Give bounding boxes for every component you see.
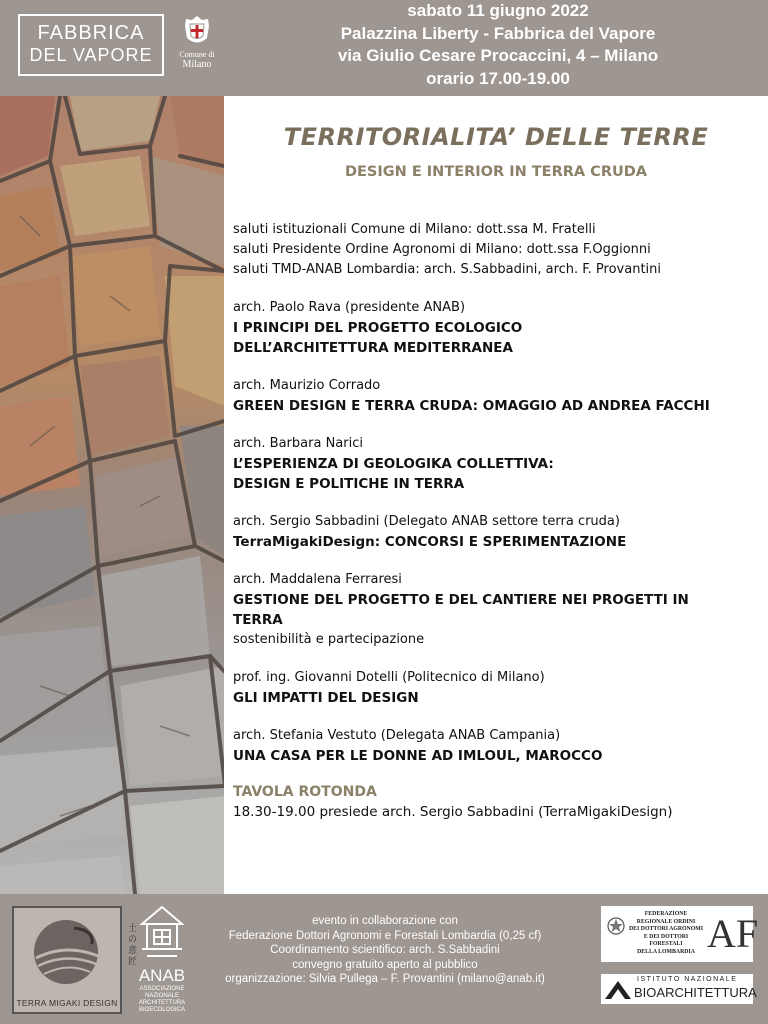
talk-title: TERRA bbox=[233, 612, 283, 628]
page-title: TERRITORIALITA’ DELLE TERRE bbox=[283, 123, 709, 151]
federazione-agronomi-logo bbox=[601, 906, 759, 962]
talk-speaker: prof. ing. Giovanni Dotelli (Politecnico di Milano) bbox=[233, 670, 545, 685]
talk-speaker: arch. Barbara Narici bbox=[233, 436, 363, 451]
talk-speaker: arch. Stefania Vestuto (Delegata ANAB Campania) bbox=[233, 728, 561, 743]
talk-item bbox=[233, 570, 765, 650]
anab-sub-line: ARCHITETTURA bbox=[138, 1000, 186, 1006]
talk-title: GREEN DESIGN E TERRA CRUDA: OMAGGIO AD ANDREA FACCHI bbox=[233, 398, 710, 414]
collab-line: evento in collaborazione con bbox=[312, 915, 458, 927]
tmd-emblem-icon bbox=[14, 908, 120, 996]
talk-item bbox=[233, 726, 765, 766]
talk-speaker: arch. Paolo Rava (presidente ANAB) bbox=[233, 300, 466, 315]
greeting-line: saluti Presidente Ordine Agronomi di Milano: dott.ssa F.Oggionni bbox=[233, 242, 651, 257]
inbar-roof-icon bbox=[603, 977, 633, 1001]
talk-item bbox=[233, 434, 765, 494]
talk-title: L’ESPERIENZA DI GEOLOGIKA COLLETTIVA: bbox=[233, 456, 554, 472]
talk-item bbox=[233, 512, 765, 552]
logo-line-1: FABBRICA bbox=[37, 22, 145, 44]
talk-item bbox=[233, 376, 765, 416]
inbar-line-1: ISTITUTO NAZIONALE bbox=[637, 976, 738, 983]
event-venue: Palazzina Liberty - Fabbrica del Vapore bbox=[340, 23, 656, 43]
collaboration-info bbox=[190, 914, 580, 987]
anab-sub-line: NAZIONALE bbox=[144, 993, 179, 999]
event-address: via Giulio Cesare Procaccini, 4 – Milano bbox=[337, 46, 659, 65]
talk-title: I PRINCIPI DEL PROGETTO ECOLOGICO bbox=[233, 320, 523, 336]
event-date: sabato 11 giugno 2022 bbox=[407, 1, 589, 20]
cracked-earth-image bbox=[0, 96, 224, 894]
greeting-line: saluti TMD-ANAB Lombardia: arch. S.Sabbadini, arch. F. Provantini bbox=[233, 262, 662, 277]
inbar-logo bbox=[601, 974, 757, 1004]
tmd-kanji: 土の意匠 bbox=[128, 924, 138, 967]
page-subtitle: DESIGN E INTERIOR IN TERRA CRUDA bbox=[344, 164, 648, 180]
federazione-text bbox=[629, 911, 703, 956]
anab-name: ANAB bbox=[138, 966, 186, 985]
anab-logo bbox=[134, 904, 190, 1016]
fed-line: REGIONALE ORDINI bbox=[636, 918, 696, 925]
event-hours: orario 17.00-19.00 bbox=[426, 68, 570, 88]
fed-line: DEI DOTTORI AGRONOMI bbox=[629, 926, 703, 932]
footer-band bbox=[0, 894, 768, 1024]
inbar-line-2: BIOARCHITETTURA bbox=[634, 985, 757, 1000]
talk-subtitle: sostenibilità e partecipazione bbox=[233, 632, 425, 647]
tmd-logo-text: TERRA MIGAKI DESIGN bbox=[16, 998, 118, 1008]
comune-line-2: Milano bbox=[182, 59, 212, 70]
roundtable-text: 18.30-19.00 presiede arch. Sergio Sabbadini (TerraMigakiDesign) bbox=[233, 804, 673, 820]
talk-speaker: arch. Maurizio Corrado bbox=[233, 378, 381, 393]
talk-title: GESTIONE DEL PROGETTO E DEL CANTIERE NEI PROGETTI IN bbox=[233, 592, 689, 608]
collab-line: organizzazione: Silvia Pullega – F. Provantini (milano@anab.it) bbox=[225, 973, 545, 985]
roundtable-label: TAVOLA ROTONDA bbox=[233, 784, 377, 800]
talk-item bbox=[233, 668, 765, 708]
greeting-line: saluti istituzionali Comune di Milano: dott.ssa M. Fratelli bbox=[233, 222, 596, 237]
program bbox=[233, 220, 765, 822]
event-info bbox=[268, 0, 728, 90]
fed-line: FEDERAZIONE bbox=[644, 911, 688, 917]
terra-migaki-design-logo bbox=[12, 906, 122, 1014]
talk-title: TerraMigakiDesign: CONCORSI E SPERIMENTAZIONE bbox=[233, 534, 627, 550]
republic-emblem-icon bbox=[607, 916, 625, 936]
fed-line: DELLA LOMBARDIA bbox=[637, 948, 695, 955]
talk-title: GLI IMPATTI DEL DESIGN bbox=[233, 690, 419, 706]
collab-line: convegno gratuito aperto al pubblico bbox=[292, 958, 478, 971]
header-band bbox=[0, 0, 768, 96]
greetings bbox=[233, 220, 765, 280]
talk-title: DESIGN E POLITICHE IN TERRA bbox=[233, 476, 465, 492]
talk-title: UNA CASA PER LE DONNE AD IMLOUL, MAROCCO bbox=[233, 748, 603, 764]
logo-line-2: DEL VAPORE bbox=[29, 45, 153, 65]
anab-sub-line: BIOECOLOGICA bbox=[138, 1007, 185, 1013]
talk-item bbox=[233, 298, 765, 358]
main-content bbox=[224, 96, 768, 894]
collab-line: Federazione Dottori Agronomi e Forestali Lombardia (0,25 cf) bbox=[228, 929, 542, 942]
fabbrica-del-vapore-logo bbox=[18, 14, 164, 76]
comune-di-milano-logo bbox=[175, 14, 219, 70]
talk-title: DELL’ARCHITETTURA MEDITERRANEA bbox=[233, 340, 513, 356]
anab-emblem-icon bbox=[137, 904, 187, 960]
fed-line: E DEI DOTTORI FORESTALI bbox=[643, 933, 689, 947]
talk-speaker: arch. Sergio Sabbadini (Delegato ANAB settore terra cruda) bbox=[233, 514, 620, 529]
anab-sub-line: ASSOCIAZIONE bbox=[139, 986, 185, 992]
comune-line-1: Comune di bbox=[179, 50, 215, 59]
af-monogram: AF bbox=[707, 911, 759, 956]
talk-speaker: arch. Maddalena Ferraresi bbox=[233, 572, 402, 587]
collab-line: Coordinamento scientifico: arch. S.Sabbadini bbox=[270, 944, 500, 956]
milano-crest-icon bbox=[182, 14, 212, 48]
